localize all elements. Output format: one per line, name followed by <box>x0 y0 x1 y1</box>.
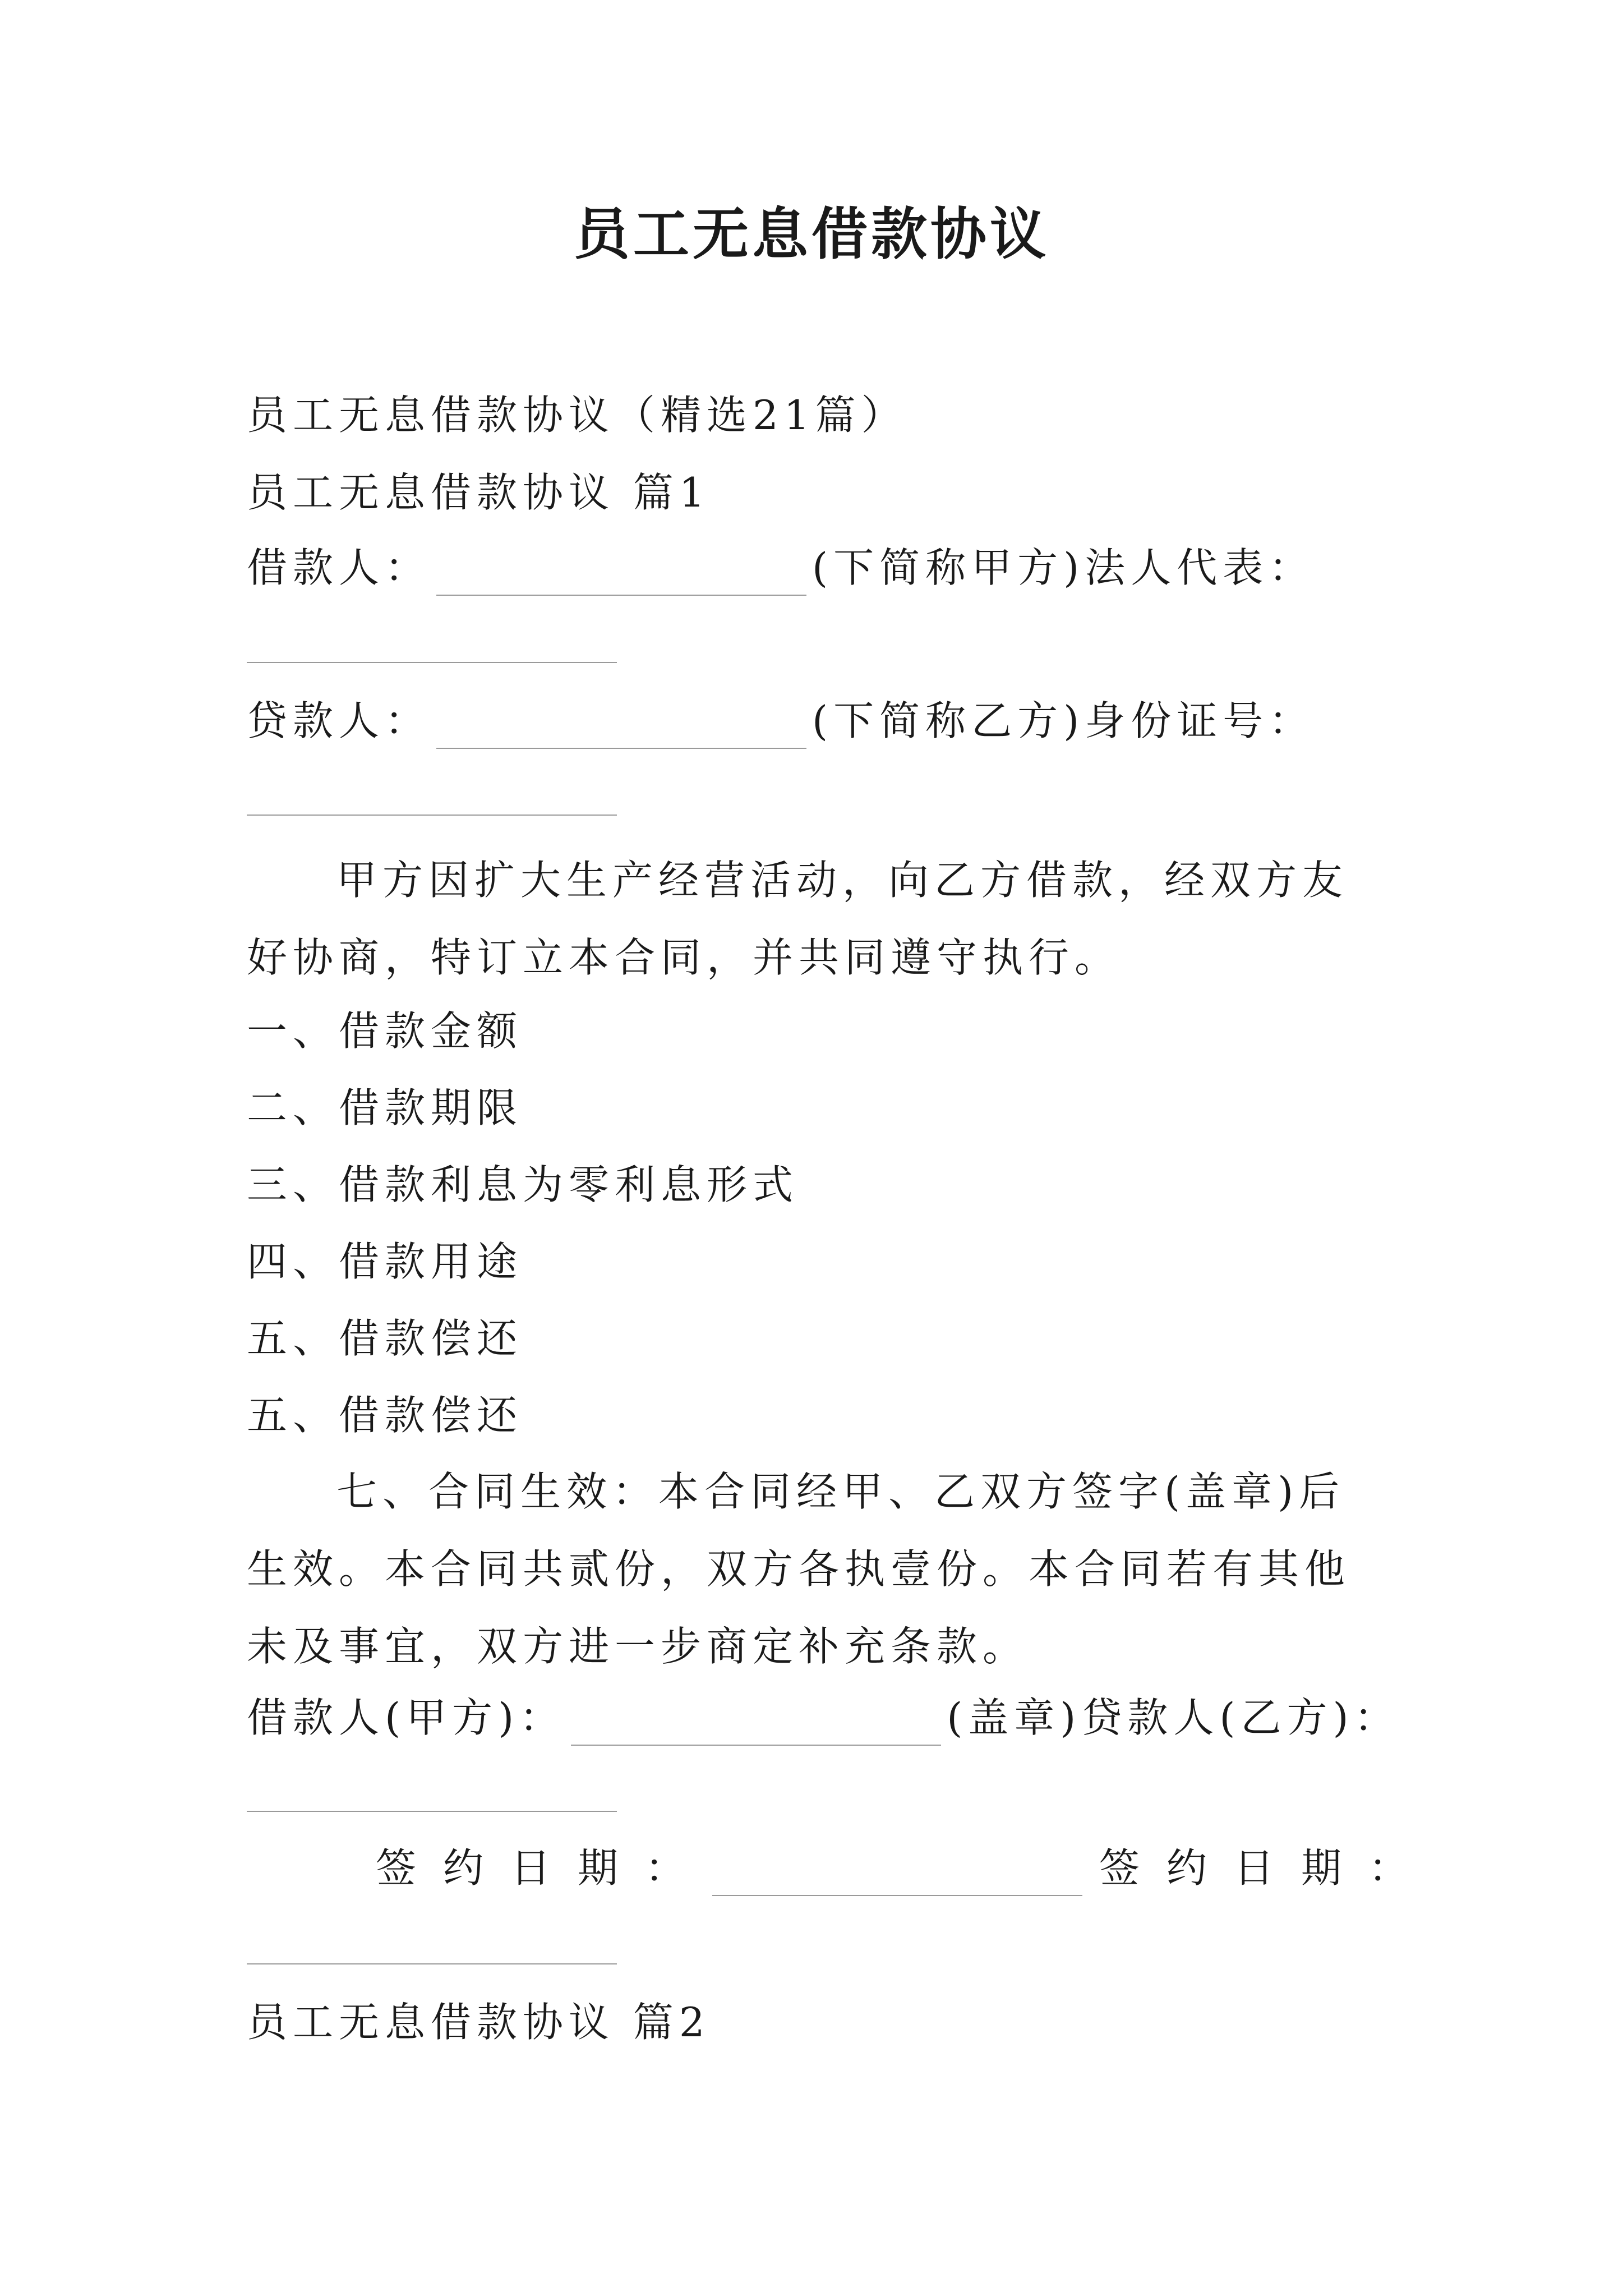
borrower-name-field[interactable] <box>436 555 806 596</box>
borrower-suffix: (下简称甲方)法人代表： <box>812 544 1315 591</box>
item-1: 一、借款金额 <box>247 1007 523 1055</box>
document-title: 员工无息借款协议 <box>574 201 1049 267</box>
lender-line <box>247 693 1391 749</box>
item-5: 五、借款偿还 <box>247 1315 523 1362</box>
sign-date-label-2: 签约日期： <box>1099 1844 1436 1892</box>
borrower-line <box>247 540 1391 596</box>
sign-date-field-2[interactable] <box>247 1963 617 1964</box>
sign-lender-field[interactable] <box>247 1811 617 1812</box>
item-3: 三、借款利息为零利息形式 <box>247 1161 799 1208</box>
signature-borrower-line <box>247 1690 1400 1746</box>
sign-date-field-1[interactable] <box>712 1856 1082 1896</box>
lender-name-field[interactable] <box>436 708 806 749</box>
lender-label: 贷款人： <box>247 697 431 744</box>
section-heading-1: 员工无息借款协议 篇1 <box>247 469 711 516</box>
lender-suffix: (下简称乙方)身份证号： <box>812 697 1315 744</box>
collection-subtitle: 员工无息借款协议（精选21篇） <box>247 392 907 439</box>
section-heading-2: 员工无息借款协议 篇2 <box>247 1999 711 2046</box>
item-4: 四、借款用途 <box>247 1238 523 1285</box>
borrower-label: 借款人： <box>247 544 431 591</box>
sign-borrower-suffix: (盖章)贷款人(乙方)： <box>947 1694 1400 1741</box>
item-6: 五、借款偿还 <box>247 1392 523 1439</box>
intro-paragraph: 甲方因扩大生产经营活动，向乙方借款，经双方友好协商，特订立本合同，并共同遵守执行。 <box>247 857 1349 981</box>
sign-borrower-field[interactable] <box>571 1705 941 1746</box>
item-2: 二、借款期限 <box>247 1084 523 1131</box>
sign-date-line <box>376 1840 1520 1896</box>
legal-rep-field[interactable] <box>247 662 617 663</box>
sign-borrower-label: 借款人(甲方)： <box>247 1694 566 1741</box>
clause-7-paragraph: 七、合同生效：本合同经甲、乙双方签字(盖章)后生效。本合同共贰份，双方各执壹份。本合同若有其他未及事宜，双方进一步商定补充条款。 <box>247 1468 1351 1670</box>
id-number-field[interactable] <box>247 815 617 816</box>
sign-date-label-1: 签约日期： <box>376 1844 713 1892</box>
